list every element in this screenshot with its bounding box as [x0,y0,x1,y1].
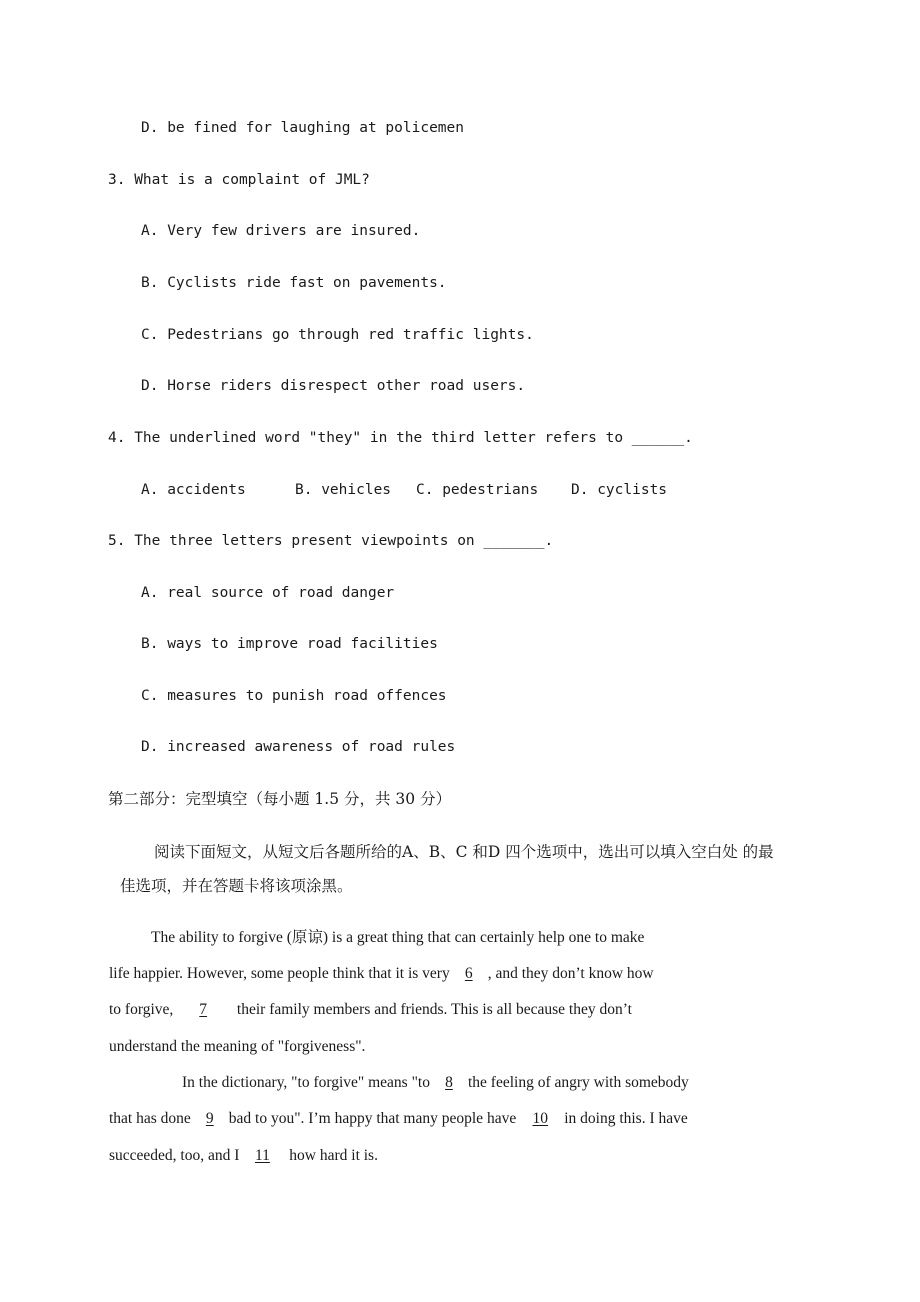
passage-text: In the dictionary, "to forgive" means "to [182,1074,430,1091]
blank-9: 9 [205,1110,214,1127]
q5-option-d: D. increased awareness of road rules [141,739,456,755]
passage-text: that has done [109,1110,191,1127]
passage-line-2 [109,964,654,984]
q3-option-a: A. Very few drivers are insured. [141,223,421,239]
q3-option-d: D. Horse riders disrespect other road users. [141,378,526,394]
section-instruction-line2: 佳选项，并在答题卡将该项涂黑。 [120,877,353,895]
q5-question: 5. The three letters present viewpoints on _______. [108,533,554,549]
q3-question: 3. What is a complaint of JML? [108,172,370,188]
blank-10: 10 [532,1110,548,1127]
passage-text: the feeling of angry with somebody [467,1074,689,1091]
passage-line-3 [109,1000,632,1020]
q5-option-c: C. measures to punish road offences [141,688,447,704]
q4-option-c: C. pedestrians [416,482,539,498]
passage-line-5 [182,1073,689,1093]
q2-option-d: D. be fined for laughing at policemen [141,120,465,136]
passage-line-7 [109,1146,378,1166]
passage-line-6 [109,1109,688,1129]
q4-question: 4. The underlined word "they" in the third letter refers to ______. [108,430,693,446]
blank-6: 6 [464,965,473,982]
passage-text: bad to you". I’m happy that many people have [228,1110,517,1127]
q5-option-a: A. real source of road danger [141,585,395,601]
blank-11: 11 [254,1147,270,1164]
q5-option-b: B. ways to improve road facilities [141,636,438,652]
section-instruction-line1: 阅读下面短文，从短文后各题所给的A、B、C 和D 四个选项中，选出可以填入空白处 的最 [154,843,774,861]
passage-text: to forgive, [109,1001,178,1018]
passage-text: their family members and friends. This is all because they don’t [229,1001,632,1018]
passage-text: how hard it is. [285,1147,378,1164]
q4-option-d: D. cyclists [571,482,668,498]
q3-option-b: B. Cyclists ride fast on pavements. [141,275,447,291]
section-title: 第二部分：完型填空（每小题 1.5 分，共 30 分） [108,790,452,808]
passage-text: life happier. However, some people think that it is very [109,965,450,982]
passage-text: , and they don’t know how [487,965,654,982]
passage-line-4: understand the meaning of "forgiveness". [109,1038,366,1055]
q4-option-a: A. accidents [141,482,246,498]
q4-option-b: B. vehicles [295,482,392,498]
passage-line-1: The ability to forgive (原谅) is a great thing that can certainly help one to make [151,929,645,946]
passage-text: in doing this. I have [564,1110,688,1127]
q3-option-c: C. Pedestrians go through red traffic lights. [141,327,534,343]
blank-8: 8 [445,1074,453,1091]
passage-text: succeeded, too, and I [109,1147,240,1164]
blank-7: 7 [199,1001,208,1018]
